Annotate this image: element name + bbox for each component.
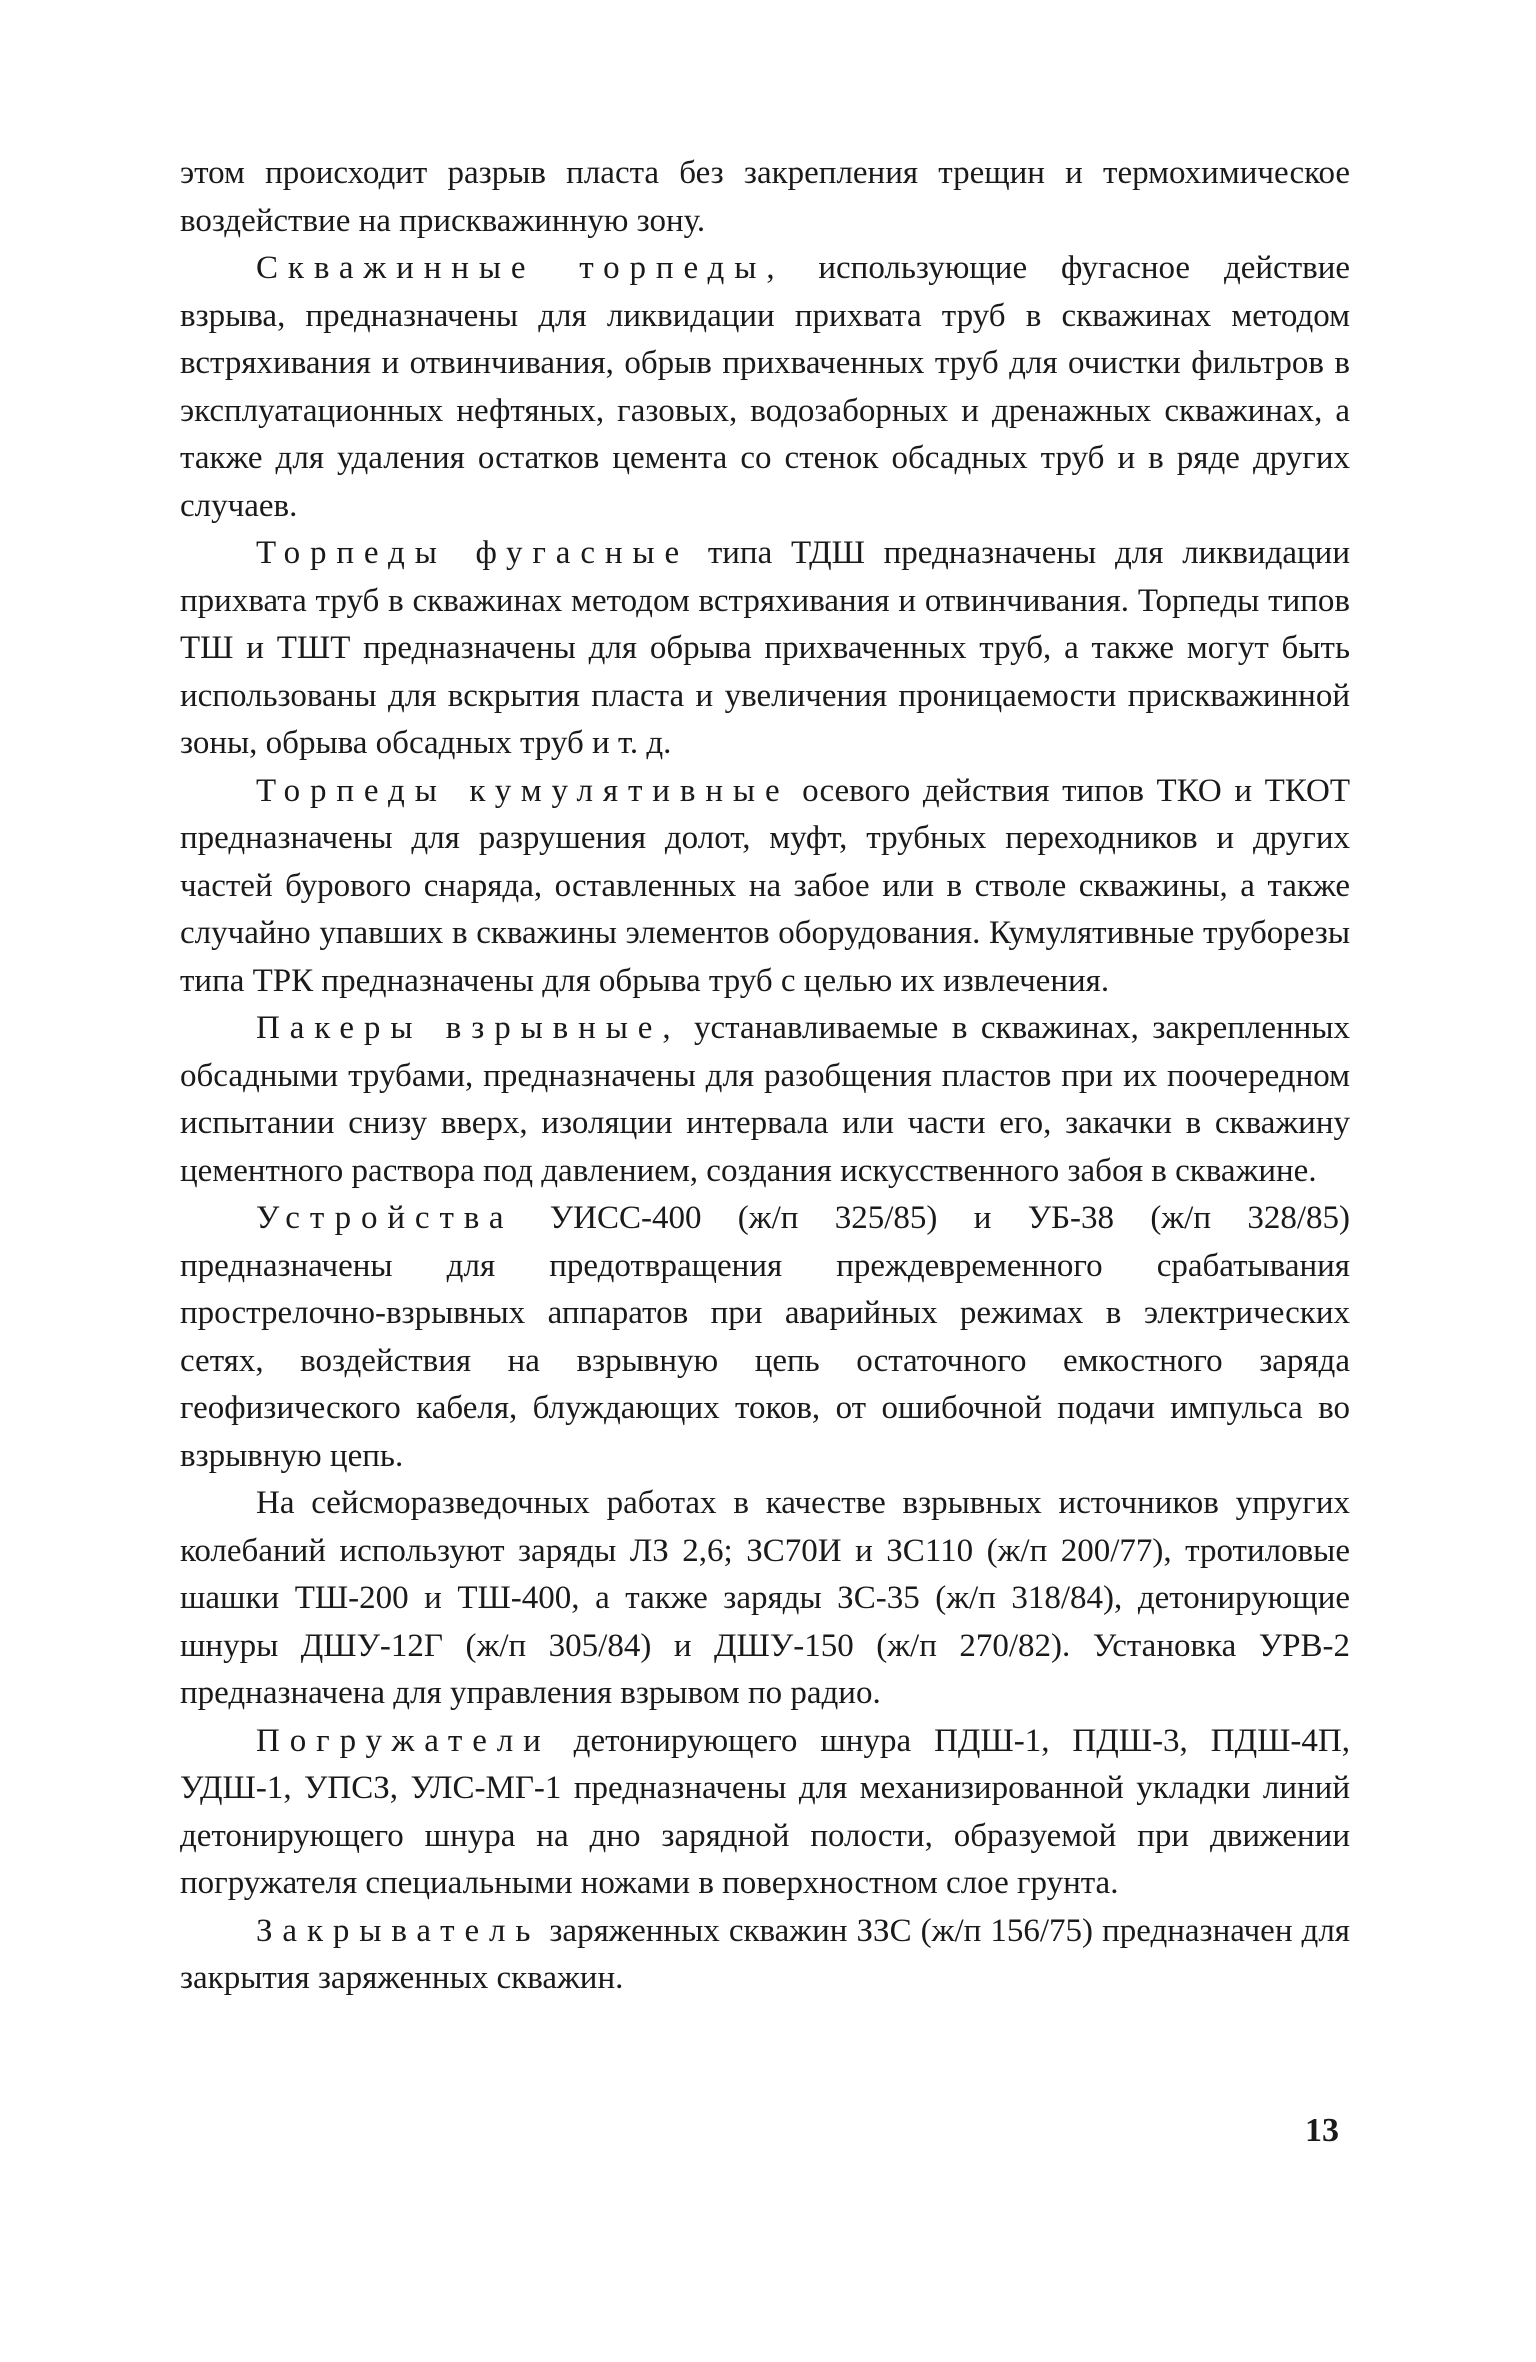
paragraph-lead: Торпеды кумулятивные — [256, 772, 790, 809]
paragraph-lead: Закрыватель — [256, 1912, 541, 1949]
paragraph-4 — [180, 768, 1350, 1006]
paragraph-9 — [180, 1908, 1350, 2003]
paragraph-text: использующие фугасное действие взрыва, предназначены для ликвидации прихвата труб в скважинах методом встряхивания и отвинчивания, обрыв прихваченных труб для очистки фильтров в эксплуатационных нефтяных, газовых, водозаборных и дренажных скважинах, а также для удаления остатков цемента со стенок обсадных труб и в ряде других случаев. — [180, 250, 1351, 524]
page-number: 13 — [1305, 2112, 1339, 2149]
paragraph-text: осевого действия типов ТКО и ТКОТ предназначены для разрушения долот, муфт, трубных переходников и других частей бурового снаряда, оставленных на забое или в стволе скважины, а также случайно упавших в скважины элементов оборудования. Кумулятивные труборезы типа ТРК предназначены для обрыва труб с целью их извлечения. — [180, 772, 1350, 999]
paragraph-6 — [180, 1195, 1350, 1480]
paragraph-lead: Пакеры взрывные, — [256, 1010, 681, 1046]
paragraph-text: устанавливаемые в скважинах, закрепленных обсадными трубами, предназначены для разобщения пластов при их поочередном испытании снизу вверх, изоляции интервала или части его, закачки в скважину цементного раствора под давлением, создания искусственного забоя в скважине. — [180, 1010, 1350, 1189]
paragraph-text: этом происходит разрыв пласта без закрепления трещин и термохимическое воздействие на прискважинную зону. — [180, 155, 1350, 239]
paragraph-text: детонирующего шнура ПДШ-1, ПДШ-3, ПДШ-4П, УДШ-1, УПСЗ, УЛС-МГ-1 предназначены для механизированной укладки линий детонирующего шнура на дно зарядной полости, образуемой при движении погружателя специальными ножами в поверхностном слое грунта. — [180, 1722, 1350, 1901]
paragraph-text: типа ТДШ предназначены для ликвидации прихвата труб в скважинах методом встряхивания и отвинчивания. Торпеды типов ТШ и ТШТ предназначены для обрыва прихваченных труб, а также могут быть использованы для вскрытия пласта и увеличения проницаемости прискважинной зоны, обрыва обсадных труб и т. д. — [180, 535, 1351, 761]
paragraph-8 — [180, 1718, 1350, 1908]
paragraph-text: заряженных скважин ЗЗС (ж/п 156/75) предназначен для закрытия заряженных скважин. — [180, 1912, 1350, 1996]
paragraph-5 — [180, 1005, 1350, 1195]
paragraph-7 — [180, 1480, 1350, 1718]
paragraph-2 — [180, 245, 1350, 530]
paragraph-lead: Погружатели — [256, 1722, 551, 1759]
page-body — [180, 150, 1350, 2003]
paragraph-lead: Скважинные торпеды, — [256, 250, 785, 286]
paragraph-lead: Устройства — [256, 1200, 514, 1236]
paragraph-lead: Торпеды фугасные — [256, 535, 690, 571]
paragraph-text: На сейсморазведочных работах в качестве взрывных источников упругих колебаний используют заряды ЛЗ 2,6; ЗС70И и ЗС110 (ж/п 200/77), тротиловые шашки ТШ-200 и ТШ-400, а также заряды ЗС-35 (ж/п 318/84), детонирующие шнуры ДШУ-12Г (ж/п 305/84) и ДШУ-150 (ж/п 270/82). Установка УРВ-2 предназначена для управления взрывом по радио. — [180, 1485, 1350, 1711]
paragraph-1 — [180, 150, 1350, 245]
paragraph-text: УИСС-400 (ж/п 325/85) и УБ-38 (ж/п 328/85) предназначены для предотвращения преждевременного срабатывания прострелочно-взрывных аппаратов при аварийных режимах в электрических сетях, воздействия на взрывную цепь остаточного емкостного заряда геофизического кабеля, блуждающих токов, от ошибочной подачи импульса во взрывную цепь. — [180, 1200, 1350, 1474]
paragraph-3 — [180, 530, 1350, 768]
